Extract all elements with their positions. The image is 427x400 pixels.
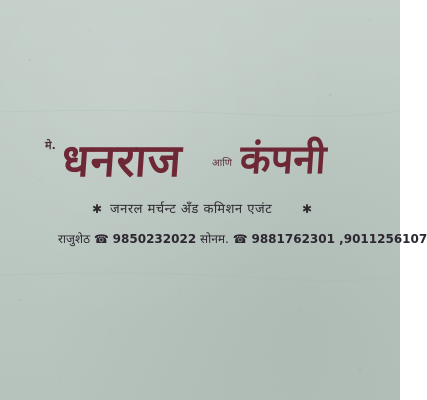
conjunction-word: आणि <box>212 158 233 169</box>
contact-phone: 9850232022 <box>112 232 197 246</box>
contact-entry-2 <box>200 230 427 247</box>
honorific-prefix: मे. <box>45 139 56 152</box>
star-ornament-left: ✱ <box>92 202 103 216</box>
contact-phone: 9881762301 ,9011256107 <box>251 232 427 246</box>
contact-name: सोनम. <box>200 232 229 246</box>
business-tagline: जनरल मर्चन्ट अँड कमिशन एजंट <box>110 202 273 217</box>
contact-entry-1 <box>58 230 196 247</box>
phone-icon: ☎ <box>93 232 109 246</box>
phone-icon: ☎ <box>232 232 248 246</box>
business-name: धनराज <box>60 134 184 187</box>
star-ornament-right: ✱ <box>302 202 313 216</box>
company-word: कंपनी <box>238 137 328 183</box>
contact-name: राजुशेठ <box>58 232 91 246</box>
